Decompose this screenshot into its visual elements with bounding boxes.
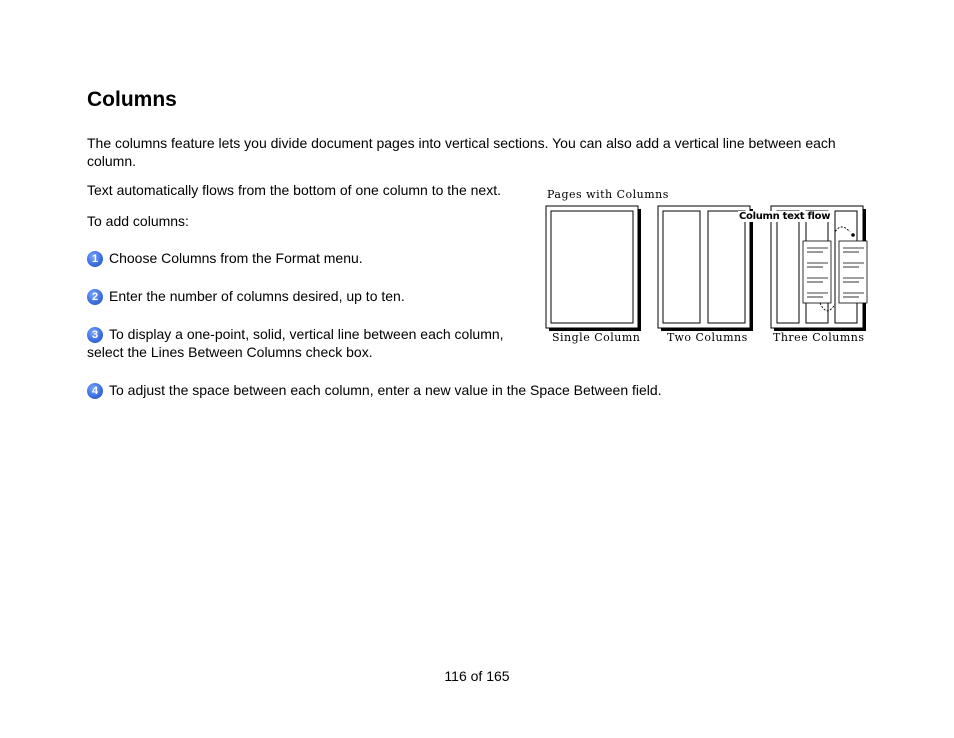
step-2 [87,288,405,306]
two-columns-label: Two Columns [667,331,748,344]
flow-callout: Column text flow [739,211,831,222]
step-1 [87,250,363,268]
step-number-icon: 3 [87,327,103,343]
step-text: Enter the number of columns desired, up to ten. [109,288,405,304]
three-columns-label: Three Columns [773,331,865,344]
figure-title: Pages with Columns [547,188,669,201]
page-title: Columns [87,88,177,111]
step-number-icon: 4 [87,383,103,399]
three-column-page-icon [771,206,867,331]
step-4 [87,382,662,400]
intro-paragraph: The columns feature lets you divide document pages into vertical sections. You can also add a vertical line between each column. [87,135,836,169]
two-column-page-icon [658,206,753,331]
step-number-icon: 1 [87,251,103,267]
to-add-heading: To add columns: [87,213,189,229]
step-3 [87,326,527,361]
columns-figure [545,186,875,356]
step-text: To display a one-point, solid, vertical line between each column, select the Lines Between Columns check box. [87,326,504,360]
flow-paragraph: Text automatically flows from the bottom of one column to the next. [87,182,501,198]
step-text: Choose Columns from the Format menu. [109,250,363,266]
step-number-icon: 2 [87,289,103,305]
single-column-page-icon [546,206,641,331]
step-text: To adjust the space between each column, enter a new value in the Space Between field. [109,382,662,398]
single-column-label: Single Column [552,331,641,344]
page-number: 116 of 165 [444,668,510,684]
